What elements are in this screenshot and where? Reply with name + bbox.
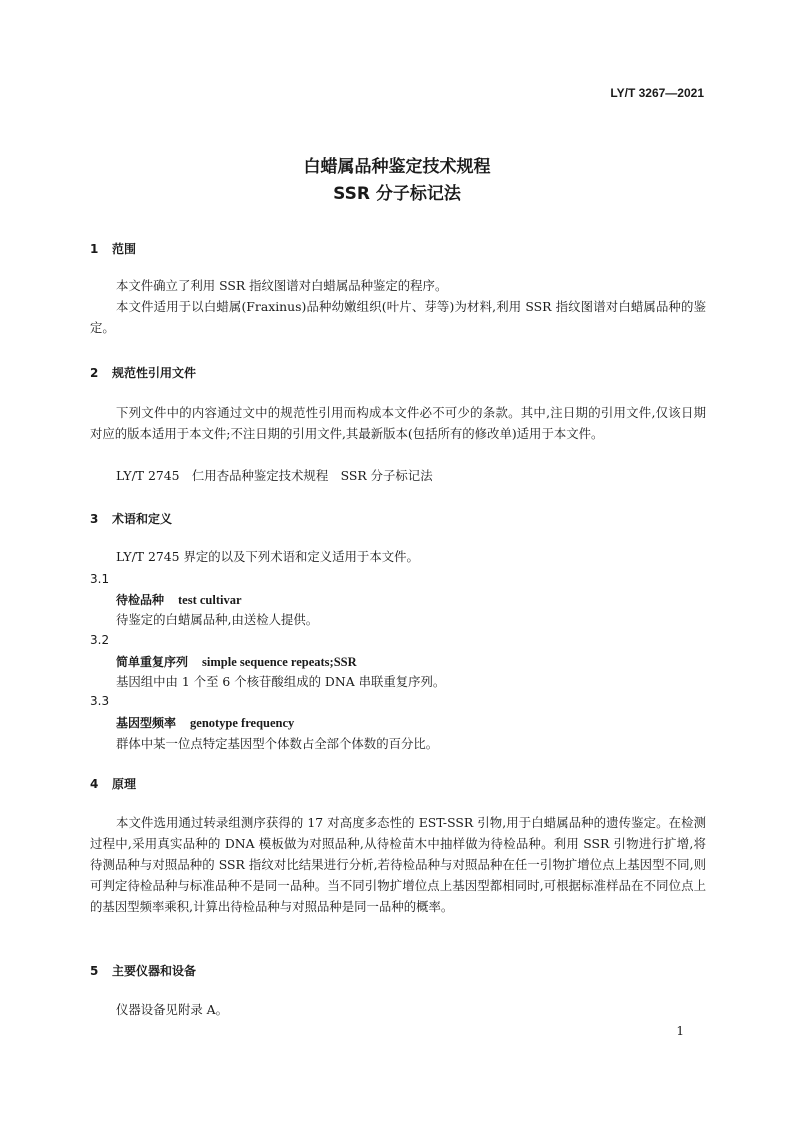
section-1-para-2: 本文件适用于以白蜡属(Fraxinus)品种幼嫩组织(叶片、芽等)为材料,利用 SSR 指纹图谱对白蜡属品种的鉴定。 [90,299,706,335]
section-3-heading [90,510,172,527]
section-number: 3 [90,512,99,526]
term-cn: 待检品种 [116,593,165,607]
section-5-para-1: 仪器设备见附录 A。 [116,1002,229,1017]
term-definition: 群体中某一位点特定基因型个体数占全部个体数的百分比。 [116,736,439,751]
term-en: test cultivar [178,593,242,607]
section-1-heading [90,240,136,257]
section-title: 原理 [112,777,137,791]
term-definition: 待鉴定的白蜡属品种,由送检人提供。 [116,612,319,627]
standard-number: LY/T 3267—2021 [610,86,704,100]
term-en: simple sequence repeats;SSR [202,655,357,669]
doc-subtitle: SSR 分子标记法 [333,184,461,204]
term-number: 3.2 [90,633,110,647]
term-number: 3.3 [90,694,110,708]
section-number: 4 [90,777,99,791]
section-title: 规范性引用文件 [112,366,197,380]
section-4-para-1: 本文件选用通过转录组测序获得的 17 对高度多态性的 EST-SSR 引物,用于白蜡属品种的遗传鉴定。在检测过程中,采用真实品种的 DNA 模板做为对照品种,从待检苗木中抽样做为待检品种。利用 SSR 引物进行扩增,将待测品种与对照品种的 SSR 指纹对比结果进行分析,若待检品种与对照品种在任一引物扩增位点上基因型不同,则可判定待检品种与标准品种不是同一品种。当不同引物扩增位点上基因型都相同时,可根据标准样品在不同位点上的基因型频率乘积,计算出待检品种与对照品种是同一品种的概率。 [90,815,706,914]
term-heading [116,653,357,670]
term-heading [116,714,294,731]
page-number: 1 [676,1024,684,1038]
section-title: 范围 [112,242,137,256]
section-title: 主要仪器和设备 [112,964,197,978]
normative-reference: LY/T 2745 仁用杏品种鉴定技术规程 SSR 分子标记法 [116,468,433,483]
section-5-heading [90,962,196,979]
term-cn: 基因型频率 [116,716,177,730]
section-2-heading [90,364,196,381]
section-3-para-1: LY/T 2745 界定的以及下列术语和定义适用于本文件。 [116,549,419,564]
term-en: genotype frequency [190,716,295,730]
doc-title: 白蜡属品种鉴定技术规程 [303,157,491,177]
section-4-heading [90,775,136,792]
section-number: 5 [90,964,99,978]
term-cn: 简单重复序列 [116,655,189,669]
section-number: 1 [90,242,99,256]
term-number: 3.1 [90,572,110,586]
section-2-para-1: 下列文件中的内容通过文中的规范性引用而构成本文件必不可少的条款。其中,注日期的引用文件,仅该日期对应的版本适用于本文件;不注日期的引用文件,其最新版本(包括所有的修改单)适用于本文件。 [90,405,706,441]
section-number: 2 [90,366,99,380]
section-title: 术语和定义 [112,512,173,526]
section-1-para-1: 本文件确立了利用 SSR 指纹图谱对白蜡属品种鉴定的程序。 [116,278,448,293]
term-definition: 基因组中由 1 个至 6 个核苷酸组成的 DNA 串联重复序列。 [116,674,446,689]
term-heading [116,591,242,608]
